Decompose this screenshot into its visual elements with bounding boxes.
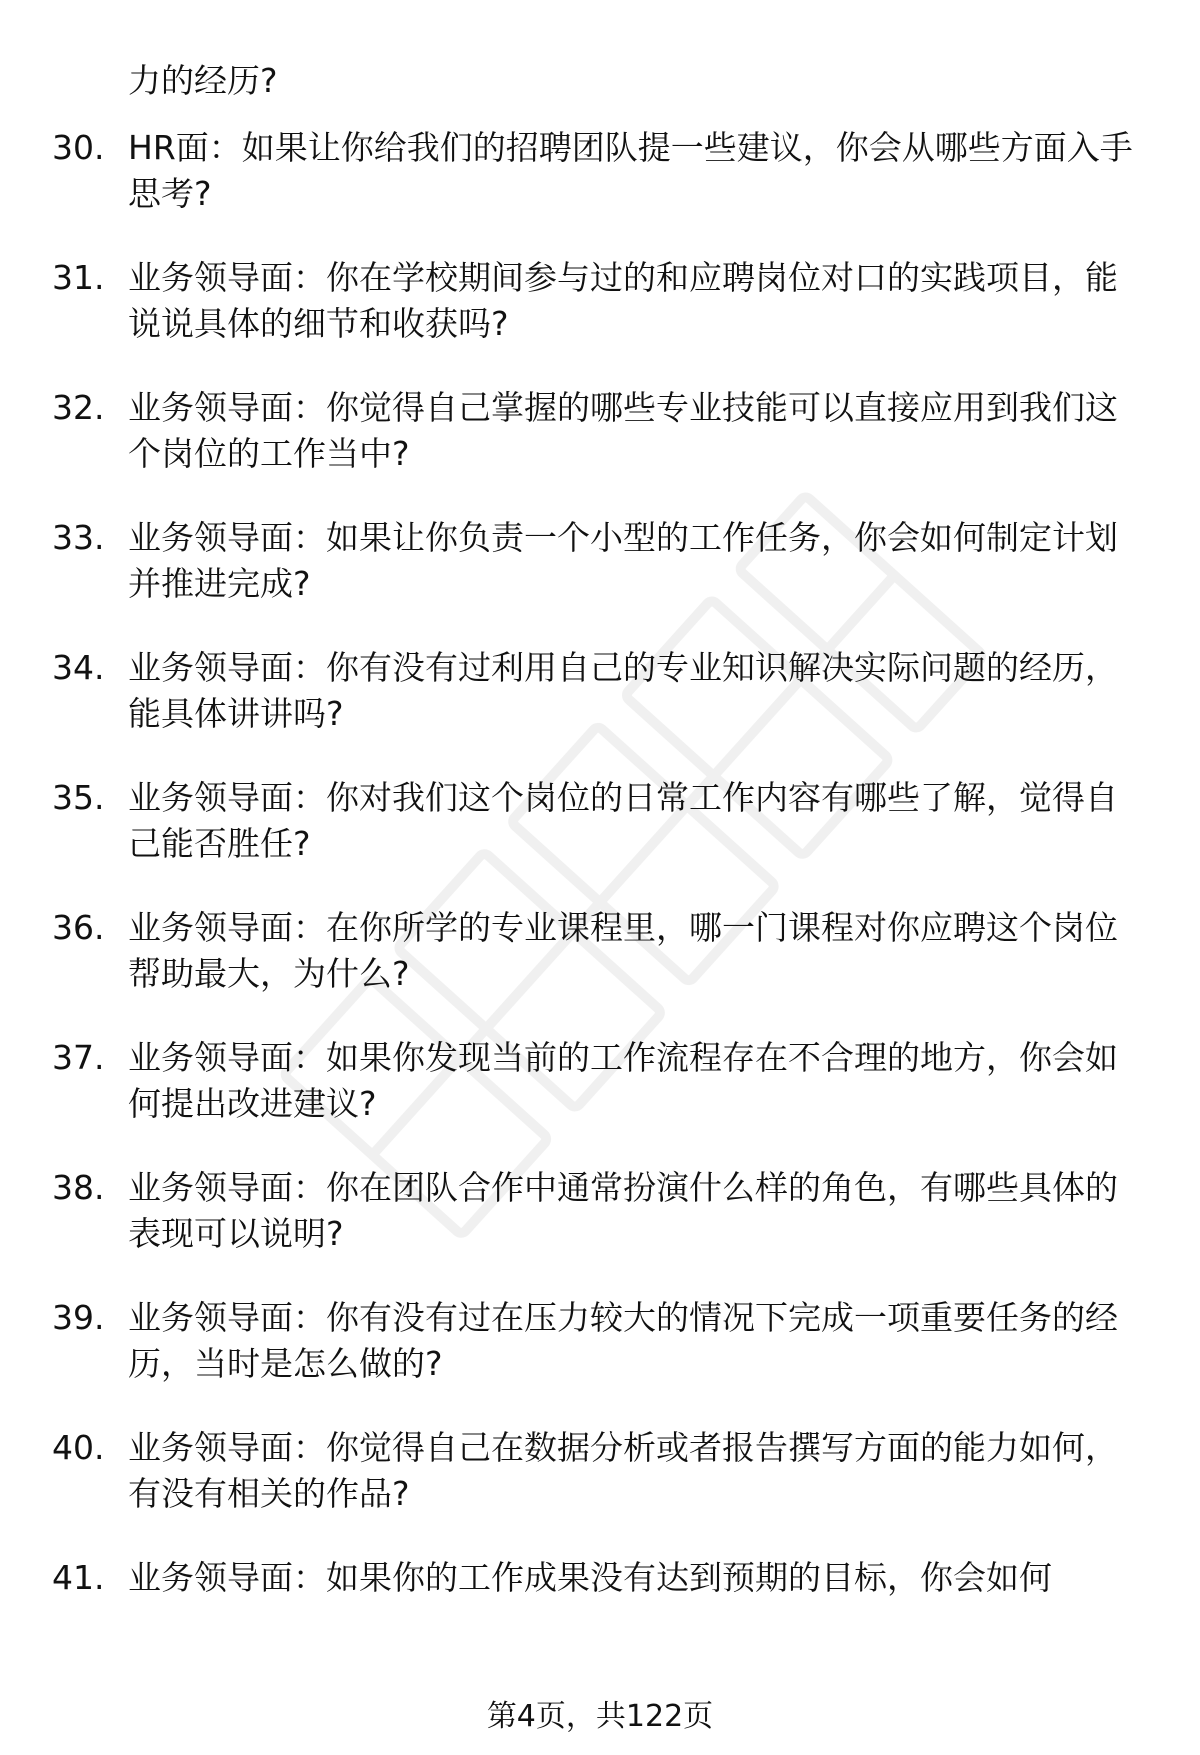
question-text: 业务领导面：如果你的工作成果没有达到预期的目标，你会如何	[128, 1558, 1052, 1597]
question-number: 37.	[52, 1038, 105, 1077]
question-text: 业务领导面：你对我们这个岗位的日常工作内容有哪些了解，觉得自己能否胜任?	[128, 778, 1118, 863]
question-number: 33.	[52, 518, 105, 557]
question-text: 业务领导面：你在团队合作中通常扮演什么样的角色，有哪些具体的表现可以说明?	[128, 1168, 1118, 1253]
question-number: 40.	[52, 1428, 105, 1467]
question-item	[0, 255, 1200, 385]
question-text: HR面：如果让你给我们的招聘团队提一些建议，你会从哪些方面入手思考?	[128, 128, 1133, 213]
question-item	[0, 645, 1200, 775]
question-number: 39.	[52, 1298, 105, 1337]
question-item	[0, 1035, 1200, 1165]
question-text: 业务领导面：你在学校期间参与过的和应聘岗位对口的实践项目，能说说具体的细节和收获吗?	[128, 258, 1118, 343]
question-item	[0, 775, 1200, 905]
question-text: 业务领导面：如果你发现当前的工作流程存在不合理的地方，你会如何提出改进建议?	[128, 1038, 1118, 1123]
continuation-text: 力的经历?	[128, 61, 278, 100]
question-number: 30.	[52, 128, 105, 167]
question-item	[0, 1165, 1200, 1295]
question-number: 36.	[52, 908, 105, 947]
question-item	[0, 125, 1200, 255]
question-number: 38.	[52, 1168, 105, 1207]
question-item	[0, 385, 1200, 515]
question-text: 业务领导面：你有没有过利用自己的专业知识解决实际问题的经历，能具体讲讲吗?	[128, 648, 1118, 733]
question-text: 业务领导面：在你所学的专业课程里，哪一门课程对你应聘这个岗位帮助最大，为什么?	[128, 908, 1118, 993]
question-text: 业务领导面：你觉得自己在数据分析或者报告撰写方面的能力如何，有没有相关的作品?	[128, 1428, 1118, 1513]
question-text: 业务领导面：你有没有过在压力较大的情况下完成一项重要任务的经历，当时是怎么做的?	[128, 1298, 1118, 1383]
question-number: 32.	[52, 388, 105, 427]
question-list	[0, 125, 1200, 1685]
question-item	[0, 515, 1200, 645]
page-footer: 第4页，共122页	[486, 1699, 714, 1734]
question-text: 业务领导面：如果让你负责一个小型的工作任务，你会如何制定计划并推进完成?	[128, 518, 1118, 603]
question-number: 41.	[52, 1558, 105, 1597]
question-item	[0, 1425, 1200, 1555]
question-text: 业务领导面：你觉得自己掌握的哪些专业技能可以直接应用到我们这个岗位的工作当中?	[128, 388, 1118, 473]
question-item	[0, 1295, 1200, 1425]
question-item	[0, 1555, 1200, 1685]
question-number: 34.	[52, 648, 105, 687]
question-number: 31.	[52, 258, 105, 297]
question-number: 35.	[52, 778, 105, 817]
question-item	[0, 905, 1200, 1035]
